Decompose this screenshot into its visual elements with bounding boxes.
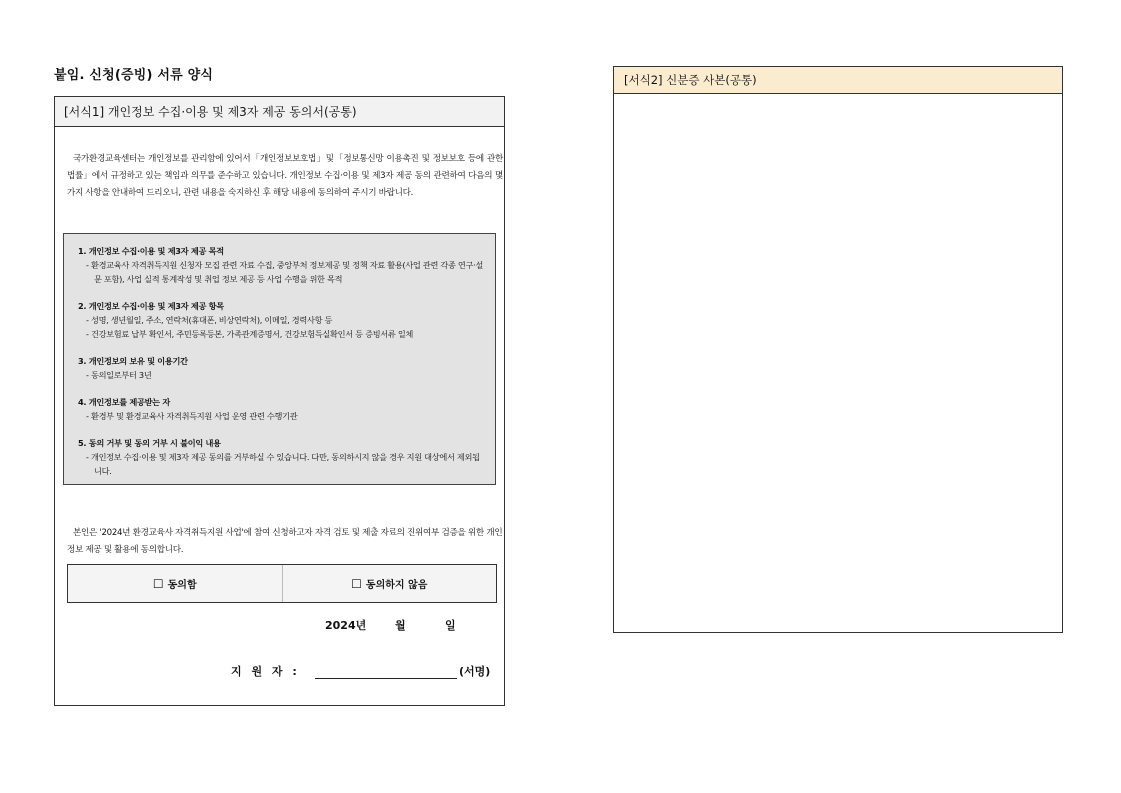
section-heading: 5. 동의 거부 및 동의 거부 시 불이익 내용 <box>78 438 221 448</box>
page-title: 붙임. 신청(증빙) 서류 양식 <box>54 68 214 83</box>
section-item: - 환경부 및 환경교육사 자격취득지원 사업 운영 관련 수행기관 <box>86 411 298 421</box>
agree-checkbox-icon[interactable]: ☐ <box>152 576 164 591</box>
date-field <box>325 617 456 633</box>
section-heading: 2. 개인정보 수집·이용 및 제3자 제공 항목 <box>78 301 224 311</box>
disagree-checkbox-icon[interactable]: ☐ <box>351 576 362 591</box>
date-month: 월 <box>395 619 406 632</box>
id-copy-header: [서식2] 신분증 사본(공통) <box>614 67 1062 94</box>
signature-suffix: (서명) <box>459 665 491 678</box>
section-retention <box>78 354 485 382</box>
section-purpose <box>78 244 485 286</box>
section-item: - 건강보험료 납부 확인서, 주민등록등본, 가족관계증명서, 건강보험득실확인서 등 증빙서류 일체 <box>86 329 414 339</box>
agree-label: 동의함 <box>167 580 197 591</box>
section-item: - 동의일로부터 3년 <box>86 370 152 380</box>
consent-choice-row <box>67 564 497 603</box>
section-recipient <box>78 395 485 423</box>
intro-text: 국가환경교육센터는 개인정보를 관리함에 있어서「개인정보보호법」및「정보통신망 이용촉진 및 정보보호 등에 관한 법률」에서 규정하고 있는 책임과 의무를 준수하고 있습니다. 개인정보 수집·이용 및 제3자 제공 동의 관련하여 다음의 몇 가지 사항을 안내하여 드리오니, 관련 내용을 숙지하신 후 해당 내용에 동의하여 주시기 바랍니다. <box>67 154 503 198</box>
disagree-label: 동의하지 않음 <box>365 580 428 591</box>
intro-paragraph <box>67 151 503 202</box>
signature-line[interactable] <box>315 666 457 679</box>
section-item: - 환경교육사 자격취득지원 신청자 모집 관련 자료 수집, 중앙부처 정보제공 및 정책 자료 활용(사업 관련 각종 연구·설문 포함), 사업 실적 통계작성 및 취업 정보 제공 등 사업 수행을 위한 목적 <box>86 260 484 284</box>
disagree-option[interactable] <box>282 565 497 602</box>
signature-field <box>231 663 490 679</box>
section-refusal <box>78 436 485 478</box>
section-item: - 성명, 생년월일, 주소, 연락처(휴대폰, 비상연락처), 이메일, 경력사항 등 <box>86 315 333 325</box>
statement-text: 본인은 '2024년 환경교육사 자격취득지원 사업'에 참여 신청하고자 자격 검토 및 제출 자료의 진위여부 검증을 위한 개인정보 제공 및 활용에 동의합니다. <box>67 528 503 555</box>
section-heading: 4. 개인정보를 제공받는 자 <box>78 397 170 407</box>
id-copy-form <box>613 66 1063 633</box>
agree-option[interactable] <box>68 565 282 602</box>
section-item: - 개인정보 수집·이용 및 제3자 제공 동의를 거부하실 수 있습니다. 다만, 동의하시지 않을 경우 지원 대상에서 제외됩니다. <box>86 452 480 476</box>
section-items-collected <box>78 299 485 341</box>
section-heading: 3. 개인정보의 보유 및 이용기간 <box>78 356 188 366</box>
section-heading: 1. 개인정보 수집·이용 및 제3자 제공 목적 <box>78 246 224 256</box>
id-copy-area <box>614 94 1062 632</box>
info-box <box>63 233 496 485</box>
consent-statement <box>67 525 503 559</box>
consent-form-header: [서식1] 개인정보 수집·이용 및 제3자 제공 동의서(공통) <box>55 97 504 127</box>
date-day: 일 <box>445 619 456 632</box>
consent-form <box>54 96 505 706</box>
date-year: 2024년 <box>325 619 367 632</box>
applicant-label: 지 원 자 : <box>231 665 300 678</box>
